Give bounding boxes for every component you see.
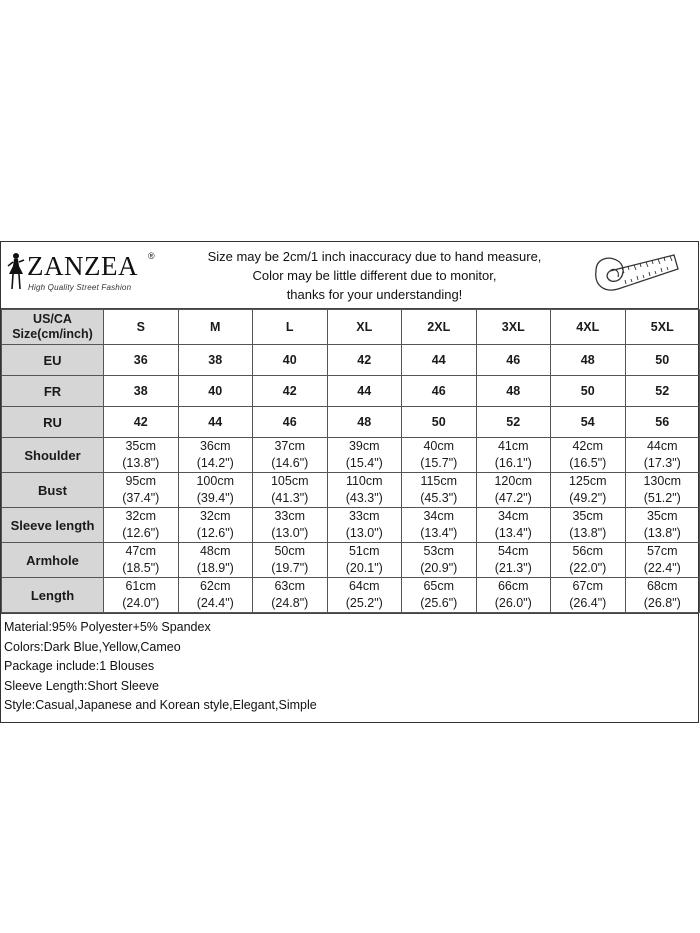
size-column-header: 3XL bbox=[476, 310, 551, 345]
inch-value: (26.8") bbox=[643, 596, 681, 610]
measurement-cell bbox=[402, 438, 477, 473]
measurement-cell bbox=[253, 438, 328, 473]
cm-value: 61cm bbox=[125, 579, 157, 593]
size-cell: 48 bbox=[551, 345, 626, 376]
cm-value: 53cm bbox=[423, 544, 455, 558]
measurement-row bbox=[2, 438, 700, 473]
measurement-row bbox=[2, 508, 700, 543]
size-corner-cell bbox=[2, 310, 104, 345]
inch-value: (24.8") bbox=[271, 596, 309, 610]
measurement-row bbox=[2, 578, 700, 613]
inch-value: (22.4") bbox=[643, 561, 681, 575]
inch-value: (13.0") bbox=[271, 526, 309, 540]
size-cell: 46 bbox=[253, 407, 328, 438]
cm-value: 35cm bbox=[646, 509, 678, 523]
inch-value: (13.4") bbox=[494, 526, 532, 540]
product-details bbox=[1, 613, 698, 722]
cm-value: 64cm bbox=[348, 579, 380, 593]
measurement-cell bbox=[625, 473, 700, 508]
conversion-row bbox=[2, 376, 700, 407]
inch-value: (26.0") bbox=[494, 596, 532, 610]
size-chart-header bbox=[1, 242, 698, 309]
size-cell: 50 bbox=[402, 407, 477, 438]
size-cell: 44 bbox=[178, 407, 253, 438]
cm-value: 56cm bbox=[572, 544, 604, 558]
row-label: Length bbox=[2, 578, 104, 613]
cm-value: 95cm bbox=[125, 474, 157, 488]
inch-value: (16.5") bbox=[569, 456, 607, 470]
size-header-row bbox=[2, 310, 700, 345]
cm-value: 100cm bbox=[196, 474, 235, 488]
cm-value: 35cm bbox=[572, 509, 604, 523]
cm-value: 62cm bbox=[199, 579, 231, 593]
detail-material: Material:95% Polyester+5% Spandex bbox=[4, 620, 211, 634]
tape-measure-icon bbox=[592, 249, 680, 301]
measurement-notice bbox=[176, 242, 573, 308]
size-cell: 50 bbox=[551, 376, 626, 407]
cm-value: 36cm bbox=[199, 439, 231, 453]
cm-value: 110cm bbox=[345, 474, 383, 488]
measurement-cell bbox=[253, 508, 328, 543]
measurement-cell bbox=[104, 473, 179, 508]
inch-value: (47.2") bbox=[494, 491, 532, 505]
measurement-cell bbox=[625, 578, 700, 613]
cm-value: 63cm bbox=[274, 579, 306, 593]
measurement-cell bbox=[402, 543, 477, 578]
measurement-row bbox=[2, 473, 700, 508]
measurement-cell bbox=[327, 508, 402, 543]
cm-value: 35cm bbox=[125, 439, 157, 453]
cm-value: 120cm bbox=[494, 474, 533, 488]
measurement-cell bbox=[551, 543, 626, 578]
cm-value: 44cm bbox=[646, 439, 678, 453]
inch-value: (14.6") bbox=[271, 456, 309, 470]
size-cell: 38 bbox=[178, 345, 253, 376]
measurement-cell bbox=[551, 578, 626, 613]
inch-value: (14.2") bbox=[196, 456, 234, 470]
inch-value: (13.8") bbox=[569, 526, 607, 540]
inch-value: (41.3") bbox=[271, 491, 309, 505]
inch-value: (16.1") bbox=[494, 456, 532, 470]
size-cell: 46 bbox=[476, 345, 551, 376]
measurement-cell bbox=[253, 473, 328, 508]
measurement-cell bbox=[551, 508, 626, 543]
size-cell: 52 bbox=[476, 407, 551, 438]
inch-value: (21.3") bbox=[494, 561, 532, 575]
cm-value: 51cm bbox=[348, 544, 380, 558]
size-column-header: 2XL bbox=[402, 310, 477, 345]
size-table bbox=[1, 309, 700, 613]
brand-logo bbox=[1, 242, 176, 308]
inch-value: (51.2") bbox=[643, 491, 681, 505]
measurement-row bbox=[2, 543, 700, 578]
cm-value: 47cm bbox=[125, 544, 157, 558]
measurement-cell bbox=[178, 543, 253, 578]
measurement-cell bbox=[476, 473, 551, 508]
corner-label: US/CA bbox=[33, 312, 72, 326]
row-label: Shoulder bbox=[2, 438, 104, 473]
size-cell: 56 bbox=[625, 407, 700, 438]
size-cell: 48 bbox=[327, 407, 402, 438]
fashion-figure-icon bbox=[5, 252, 27, 292]
cm-value: 34cm bbox=[423, 509, 455, 523]
cm-value: 37cm bbox=[274, 439, 306, 453]
measurement-cell bbox=[178, 473, 253, 508]
inch-value: (20.9") bbox=[420, 561, 458, 575]
cm-value: 33cm bbox=[348, 509, 380, 523]
size-column-header: S bbox=[104, 310, 179, 345]
size-cell: 52 bbox=[625, 376, 700, 407]
measurement-cell bbox=[476, 578, 551, 613]
inch-value: (43.3") bbox=[345, 491, 383, 505]
cm-value: 125cm bbox=[568, 474, 607, 488]
measurement-cell bbox=[327, 578, 402, 613]
measurement-cell bbox=[551, 438, 626, 473]
cm-value: 34cm bbox=[497, 509, 529, 523]
cm-value: 65cm bbox=[423, 579, 455, 593]
measurement-cell bbox=[178, 508, 253, 543]
inch-value: (22.0") bbox=[569, 561, 607, 575]
size-cell: 40 bbox=[253, 345, 328, 376]
inch-value: (17.3") bbox=[643, 456, 681, 470]
measurement-cell bbox=[104, 438, 179, 473]
cm-value: 57cm bbox=[646, 544, 678, 558]
detail-style: Style:Casual,Japanese and Korean style,Elegant,Simple bbox=[4, 698, 317, 712]
inch-value: (18.9") bbox=[196, 561, 234, 575]
cm-value: 39cm bbox=[348, 439, 380, 453]
inch-value: (45.3") bbox=[420, 491, 458, 505]
size-cell: 42 bbox=[253, 376, 328, 407]
size-chart-sheet bbox=[0, 241, 699, 723]
inch-value: (12.6") bbox=[122, 526, 160, 540]
size-cell: 38 bbox=[104, 376, 179, 407]
inch-value: (19.7") bbox=[271, 561, 309, 575]
inch-value: (13.8") bbox=[643, 526, 681, 540]
cm-value: 67cm bbox=[572, 579, 604, 593]
measurement-cell bbox=[327, 543, 402, 578]
inch-value: (13.0") bbox=[345, 526, 383, 540]
cm-value: 115cm bbox=[420, 474, 458, 488]
inch-value: (20.1") bbox=[345, 561, 383, 575]
cm-value: 48cm bbox=[199, 544, 231, 558]
inch-value: (13.4") bbox=[420, 526, 458, 540]
size-cell: 36 bbox=[104, 345, 179, 376]
detail-package: Package include:1 Blouses bbox=[4, 659, 155, 673]
cm-value: 40cm bbox=[423, 439, 455, 453]
cm-value: 105cm bbox=[270, 474, 309, 488]
measurement-cell bbox=[625, 438, 700, 473]
measurement-cell bbox=[476, 508, 551, 543]
measurement-cell bbox=[104, 508, 179, 543]
cm-value: 66cm bbox=[497, 579, 529, 593]
size-cell: 54 bbox=[551, 407, 626, 438]
detail-colors: Colors:Dark Blue,Yellow,Cameo bbox=[4, 639, 181, 654]
cm-value: 54cm bbox=[497, 544, 529, 558]
size-cell: 42 bbox=[104, 407, 179, 438]
measurement-cell bbox=[402, 578, 477, 613]
measurement-cell bbox=[253, 543, 328, 578]
size-cell: 40 bbox=[178, 376, 253, 407]
notice-line: Size may be 2cm/1 inch inaccuracy due to hand measure, bbox=[207, 248, 542, 264]
inch-value: (24.0") bbox=[122, 596, 160, 610]
detail-sleeve-length: Sleeve Length:Short Sleeve bbox=[4, 678, 159, 693]
measurement-cell bbox=[402, 473, 477, 508]
cm-value: 50cm bbox=[274, 544, 306, 558]
corner-label: Size(cm/inch) bbox=[12, 327, 93, 341]
inch-value: (25.6") bbox=[420, 596, 458, 610]
size-cell: 48 bbox=[476, 376, 551, 407]
inch-value: (13.8") bbox=[122, 456, 160, 470]
size-column-header: 5XL bbox=[625, 310, 700, 345]
cm-value: 68cm bbox=[646, 579, 678, 593]
size-cell: 46 bbox=[402, 376, 477, 407]
row-label: FR bbox=[2, 376, 104, 407]
inch-value: (26.4") bbox=[569, 596, 607, 610]
measurement-cell bbox=[625, 508, 700, 543]
measurement-cell bbox=[178, 578, 253, 613]
measurement-cell bbox=[551, 473, 626, 508]
size-cell: 44 bbox=[402, 345, 477, 376]
cm-value: 32cm bbox=[199, 509, 231, 523]
inch-value: (18.5") bbox=[122, 561, 160, 575]
inch-value: (15.4") bbox=[345, 456, 383, 470]
measurement-cell bbox=[476, 438, 551, 473]
cm-value: 32cm bbox=[125, 509, 157, 523]
cm-value: 42cm bbox=[572, 439, 604, 453]
size-column-header: 4XL bbox=[551, 310, 626, 345]
measurement-cell bbox=[178, 438, 253, 473]
size-column-header: M bbox=[178, 310, 253, 345]
conversion-row bbox=[2, 407, 700, 438]
size-cell: 44 bbox=[327, 376, 402, 407]
size-column-header: L bbox=[253, 310, 328, 345]
measurement-cell bbox=[104, 578, 179, 613]
size-cell: 42 bbox=[327, 345, 402, 376]
notice-line: thanks for your understanding! bbox=[286, 286, 463, 302]
inch-value: (39.4") bbox=[196, 491, 234, 505]
inch-value: (49.2") bbox=[569, 491, 607, 505]
measurement-cell bbox=[476, 543, 551, 578]
inch-value: (25.2") bbox=[345, 596, 383, 610]
measurement-cell bbox=[402, 508, 477, 543]
inch-value: (37.4") bbox=[122, 491, 160, 505]
tape-measure-illustration bbox=[573, 242, 698, 308]
inch-value: (15.7") bbox=[420, 456, 458, 470]
inch-value: (24.4") bbox=[196, 596, 234, 610]
measurement-cell bbox=[104, 543, 179, 578]
measurement-cell bbox=[327, 473, 402, 508]
size-cell: 50 bbox=[625, 345, 700, 376]
brand-name: ZANZEA bbox=[27, 251, 138, 281]
registered-mark: ® bbox=[148, 251, 155, 261]
row-label: RU bbox=[2, 407, 104, 438]
inch-value: (12.6") bbox=[196, 526, 234, 540]
cm-value: 41cm bbox=[497, 439, 529, 453]
size-column-header: XL bbox=[327, 310, 402, 345]
row-label: EU bbox=[2, 345, 104, 376]
brand-tagline: High Quality Street Fashion bbox=[28, 283, 132, 292]
measurement-cell bbox=[625, 543, 700, 578]
notice-line: Color may be little different due to monitor, bbox=[252, 267, 497, 283]
conversion-row bbox=[2, 345, 700, 376]
row-label: Sleeve length bbox=[2, 508, 104, 543]
measurement-cell bbox=[327, 438, 402, 473]
row-label: Armhole bbox=[2, 543, 104, 578]
cm-value: 33cm bbox=[274, 509, 306, 523]
row-label: Bust bbox=[2, 473, 104, 508]
cm-value: 130cm bbox=[643, 474, 682, 488]
measurement-cell bbox=[253, 578, 328, 613]
